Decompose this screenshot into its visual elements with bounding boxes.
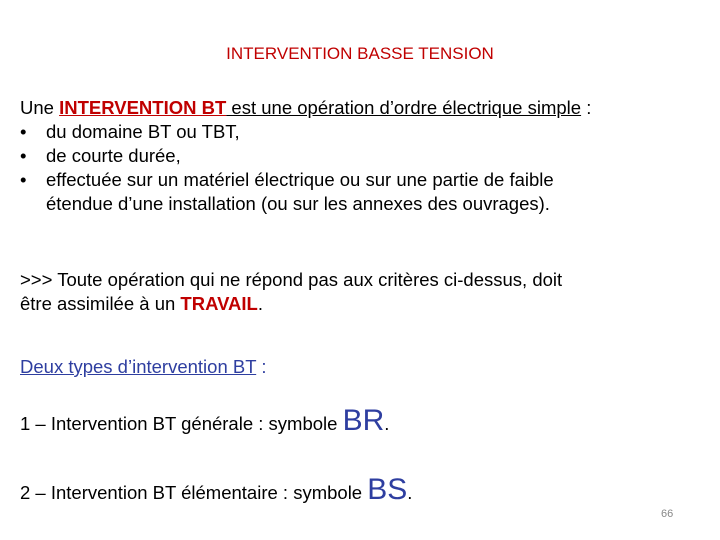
criteria-list [20, 120, 591, 216]
types-heading-label: Deux types d’intervention BT [20, 356, 257, 377]
definition-suffix: : [581, 97, 592, 118]
type-suffix: . [407, 482, 413, 503]
type-suffix: . [384, 413, 390, 434]
type-symbol: BR [342, 404, 385, 437]
note-line-2-prefix: être assimilée à un [20, 293, 181, 314]
definition-term: INTERVENTION BT [59, 97, 227, 118]
definition-prefix: Une [20, 97, 60, 118]
criteria-item: • effectuée sur un matériel électrique ou sur une partie de faible [20, 168, 591, 192]
type-symbol: BS [367, 473, 408, 506]
type-row [20, 473, 412, 510]
note-block [20, 268, 562, 316]
criteria-item: • de courte durée, [20, 144, 591, 168]
types-heading-suffix: : [256, 356, 267, 377]
definition-block [20, 96, 591, 216]
note-term: TRAVAIL [180, 293, 258, 314]
note-line-1: >>> Toute opération qui ne répond pas aux critères ci-dessus, doit [20, 269, 563, 290]
types-heading [20, 355, 266, 379]
note-line-2 [20, 292, 562, 316]
type-text: 2 – Intervention BT élémentaire : symbole [20, 482, 368, 503]
type-row [20, 404, 389, 441]
definition-middle: est une opération d’ordre électrique simple [226, 97, 582, 118]
definition-line [20, 96, 591, 120]
note-line-2-suffix: . [257, 293, 263, 314]
criteria-item: • du domaine BT ou TBT, [20, 120, 591, 144]
slide-title: INTERVENTION BASSE TENSION [226, 44, 494, 63]
criteria-item-continuation: étendue d’une installation (ou sur les annexes des ouvrages). [46, 193, 550, 214]
type-text: 1 – Intervention BT générale : symbole [20, 413, 343, 434]
page-number: 66 [661, 508, 674, 520]
